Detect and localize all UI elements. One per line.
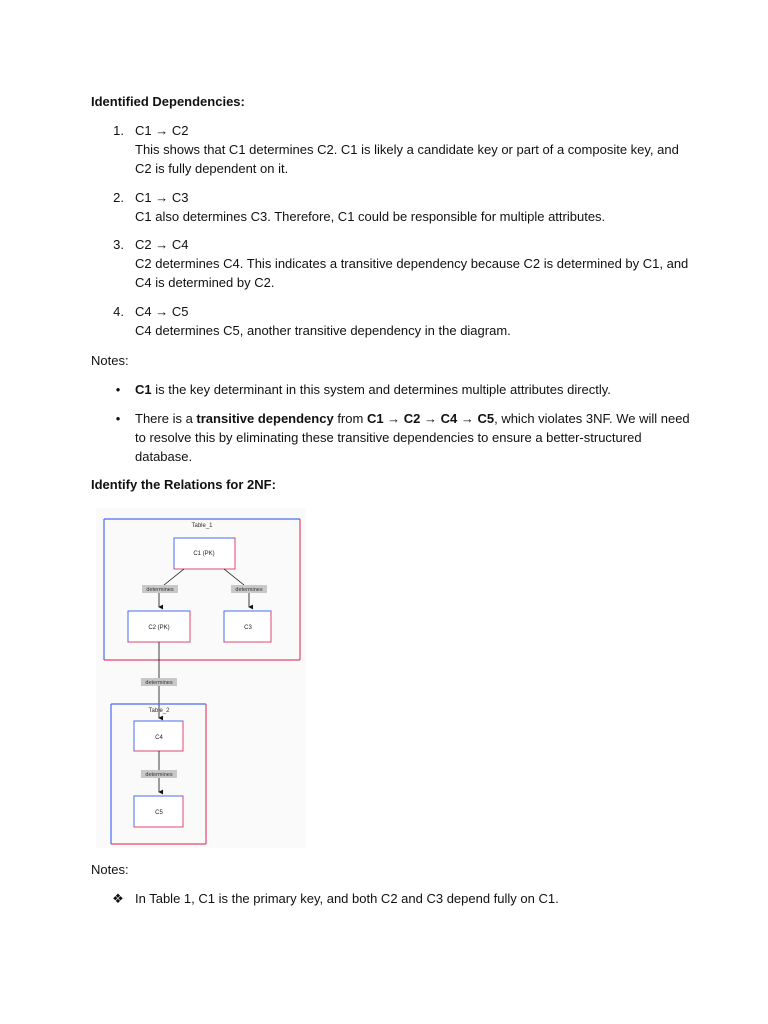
dependency-title: C1 → C2 — [135, 123, 189, 138]
list-number: 1. — [113, 123, 124, 138]
list-number: 4. — [113, 304, 124, 319]
dependency-text: C1 also determines C3. Therefore, C1 could be responsible for multiple attributes. — [135, 209, 606, 224]
note-strong: C1 — [135, 382, 152, 397]
dependency-item-4 — [135, 302, 695, 340]
table-2-label: Table_2 — [148, 708, 170, 714]
note-item-2 — [135, 409, 695, 466]
dependency-text: This shows that C1 determines C2. C1 is likely a candidate key or part of a composite key, and C2 is fully dependent on it. — [135, 142, 679, 176]
dependency-title: C1 → C3 — [135, 190, 189, 205]
list-number: 3. — [113, 237, 124, 252]
dependency-title: C2 → C4 — [135, 237, 189, 252]
note-item-table1: In Table 1, C1 is the primary key, and both C2 and C3 depend fully on C1. — [135, 891, 559, 906]
list-number: 2. — [113, 190, 124, 205]
edge-label-c2-c4: determines — [145, 680, 173, 686]
edge-label-c4-c5: determines — [145, 772, 173, 778]
bullet-icon: • — [115, 382, 121, 397]
c4-label: C4 — [155, 735, 163, 741]
section-heading-2nf: Identify the Relations for 2NF: — [91, 477, 276, 492]
dependency-item-2 — [135, 188, 695, 226]
diamond-bullet-icon: ❖ — [112, 891, 124, 906]
table-1-label: Table_1 — [191, 523, 213, 529]
notes-label: Notes: — [91, 353, 129, 368]
dependency-text: C2 determines C4. This indicates a transitive dependency because C2 is determined by C1, and C4 is determined by C2. — [135, 256, 689, 290]
note-strong: C1 → C2 → C4 → C5 — [366, 411, 495, 426]
note-strong: transitive dependency — [196, 411, 334, 426]
note-text: is the key determinant in this system and determines multiple attributes directly. — [151, 382, 611, 397]
c3-label: C3 — [244, 625, 252, 631]
dependency-title: C4 → C5 — [135, 304, 189, 319]
c5-label: C5 — [155, 810, 163, 816]
note-text: , which violates 3NF. We will need to resolve this by eliminating these transitive dependencies to ensure a better-structured database. — [135, 411, 690, 464]
dependency-text: C4 determines C5, another transitive dependency in the diagram. — [135, 323, 511, 338]
note-text: from — [333, 411, 367, 426]
dependency-item-3 — [135, 235, 695, 292]
dependency-diagram — [96, 508, 306, 848]
c2-label: C2 (PK) — [148, 625, 170, 631]
bullet-icon: • — [115, 411, 121, 426]
note-text: There is a — [135, 411, 197, 426]
notes-label: Notes: — [91, 862, 129, 877]
edge-label-c1-c3: determines — [235, 587, 263, 593]
dependency-item-1 — [135, 121, 695, 178]
edge-label-c1-c2: determines — [146, 587, 174, 593]
c1-label: C1 (PK) — [193, 551, 215, 557]
note-item-1 — [135, 380, 695, 399]
section-heading-dependencies: Identified Dependencies: — [91, 94, 245, 109]
